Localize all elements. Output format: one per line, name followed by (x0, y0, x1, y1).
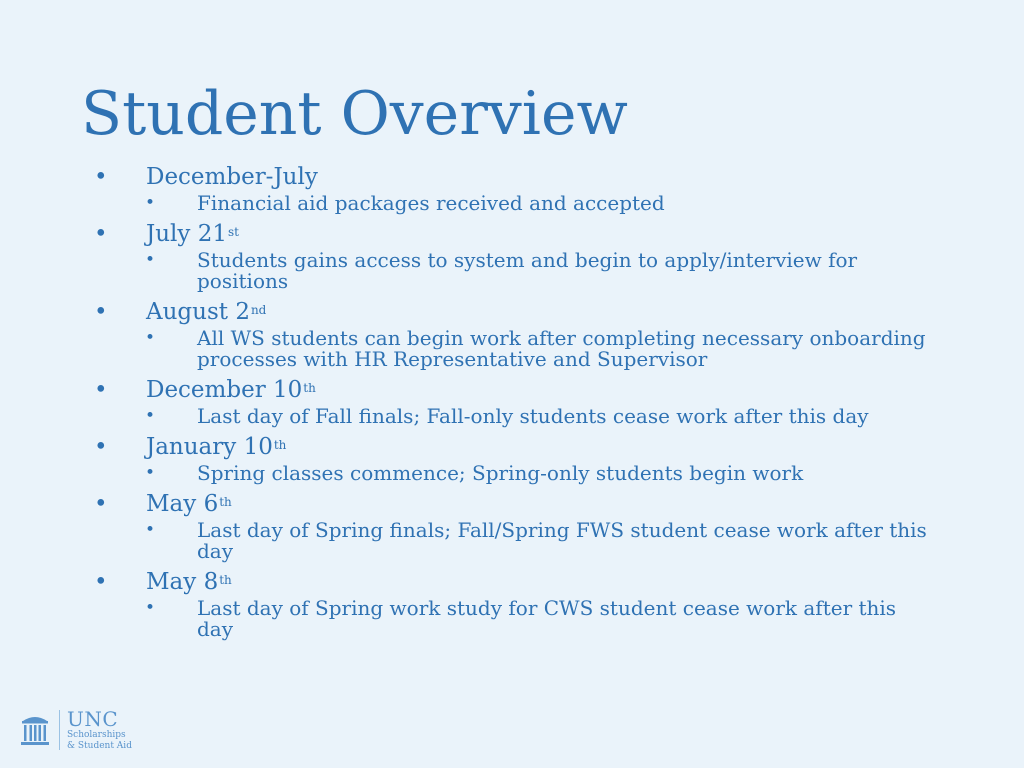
detail-text: Financial aid packages received and accepted (197, 191, 665, 215)
timeline-date (0, 375, 1024, 405)
date-text: January 10 (146, 434, 273, 460)
list-item (0, 219, 1024, 292)
timeline-detail (0, 250, 932, 292)
logo-subtitle-line1: Scholarships (67, 730, 126, 740)
timeline-detail (0, 520, 932, 562)
date-suffix: th (219, 573, 232, 587)
date-text: December-July (146, 164, 318, 190)
timeline-date (0, 489, 1024, 519)
timeline-date (0, 432, 1024, 462)
bullet: • (94, 164, 108, 190)
bullet: • (94, 221, 108, 247)
timeline-list (0, 162, 1024, 640)
list-item (0, 375, 1024, 427)
timeline-detail (0, 406, 932, 427)
bullet: • (94, 569, 108, 595)
unc-logo (20, 708, 160, 752)
detail-text: Last day of Spring finals; Fall/Spring FWS student cease work after this day (197, 518, 927, 563)
timeline-date (0, 162, 1024, 192)
timeline-detail (0, 463, 932, 484)
bullet: • (145, 328, 156, 348)
date-suffix: th (303, 381, 316, 395)
logo-subtitle-line2: & Student Aid (67, 741, 132, 751)
timeline-detail (0, 193, 932, 214)
list-item (0, 489, 1024, 562)
bullet: • (145, 250, 156, 270)
bullet: • (94, 434, 108, 460)
date-text: May 6 (146, 491, 219, 517)
detail-text: Spring classes commence; Spring-only students begin work (197, 461, 804, 485)
bullet: • (145, 598, 156, 618)
bullet: • (94, 377, 108, 403)
bullet: • (145, 463, 156, 483)
list-item (0, 567, 1024, 640)
date-text: July 21 (146, 221, 227, 247)
bullet: • (94, 299, 108, 325)
date-suffix: st (227, 225, 239, 239)
list-item (0, 162, 1024, 214)
date-text: August 2 (146, 299, 250, 325)
old-well-icon (20, 712, 50, 748)
date-suffix: th (219, 495, 232, 509)
detail-text: Students gains access to system and begin to apply/interview for positions (197, 248, 858, 293)
date-text: May 8 (146, 569, 219, 595)
detail-text: Last day of Fall finals; Fall-only students cease work after this day (197, 404, 869, 428)
bullet: • (145, 406, 156, 426)
timeline-date (0, 297, 1024, 327)
timeline-date (0, 219, 1024, 249)
bullet: • (94, 491, 108, 517)
list-item (0, 432, 1024, 484)
bullet: • (145, 193, 156, 213)
bullet: • (145, 520, 156, 540)
detail-text: All WS students can begin work after completing necessary onboarding processes with HR Representative and Supervisor (197, 326, 926, 371)
list-item (0, 297, 1024, 370)
timeline-detail (0, 328, 932, 370)
slide-title: Student Overview (81, 79, 628, 149)
detail-text: Last day of Spring work study for CWS student cease work after this day (197, 596, 897, 641)
date-text: December 10 (146, 377, 303, 403)
date-suffix: nd (250, 303, 267, 317)
date-suffix: th (273, 438, 287, 452)
logo-wordmark: UNC (67, 707, 119, 731)
timeline-date (0, 567, 1024, 597)
logo-divider (59, 710, 60, 750)
logo-subtitle (67, 730, 132, 752)
timeline-detail (0, 598, 932, 640)
